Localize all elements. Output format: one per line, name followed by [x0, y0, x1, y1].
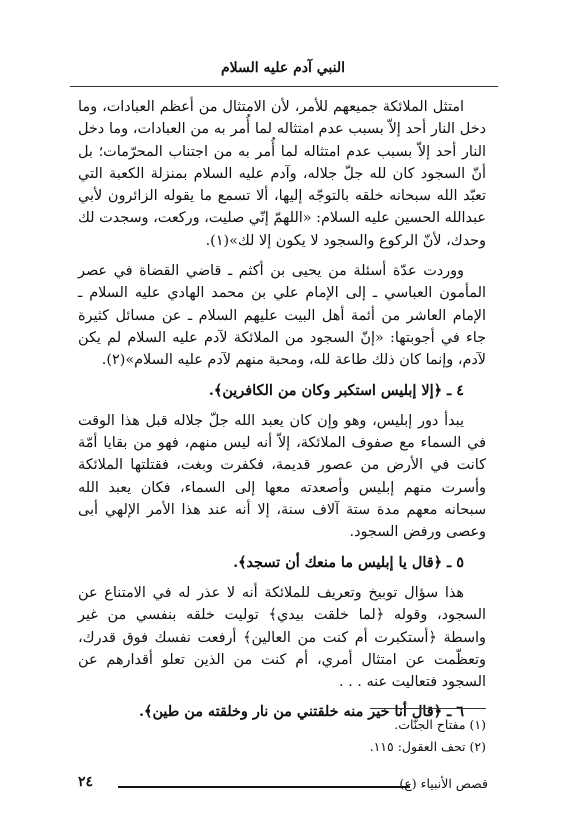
verse-heading-4: ٤ ـ ﴿إلا إبليس استكبر وكان من الكافرين﴾.: [208, 381, 464, 399]
paragraph-2: ووردت عدّة أسئلة من يحيى بن أكثم ـ قاضي القضاة في عصر المأمون العباسي ـ إلى الإمام علي بن محمد الهادي عليه السلام ـ الإمام العاشر من أئمة أهل البيت عليهم السلام ـ عن مسائل كثيرة جاء في أجوبتها: «إنّ السجود من الملائكة لآدم عليه السلام لم يكن لآدم، وإنما كان ذلك طاعة لله، ومحبة منهم لآدم عليه السلام»(٢).: [78, 263, 486, 369]
paragraph-4: هذا سؤال توبيخ وتعريف للملائكة أنه لا عذر له في الامتناع عن السجود، وقوله ﴿لما خلقت بيدي﴾ توليت خلقه بنفسي من غير واسطة ﴿أستكبرت أم كنت من العالين﴾ أرفعت نفسك فوق قدرك، وتعظّمت عن امتثال أمري، أم كنت من الذين تعلو أقدارهم عن السجود فتعاليت عنه . . .: [78, 584, 486, 691]
page-footer: [78, 772, 488, 796]
paragraph-1: امتثل الملائكة جميعهم للأمر، لأن الامتثال من أعظم العبادات، وما دخل النار أحد إلاّ بسبب عدم امتثاله لما أُمر به من العبادات، وما دخل النار أحد إلاّ بسبب عدم امتثاله لما أُمر به من اجتناب المحرّمات؛ بل أنّ السجود كان لله جلّ جلاله، وآدم عليه السلام بمنزلة الكعبة التي تعبّد الله سبحانه خلقه بالتوجّه إليها، ألا تسمع ما يقوله الزائرون لأبي عبدالله الحسين عليه السلام: «اللهمّ إنّي صليت، وركعت، وسجدت لك وحدك، لأنّ الركوع والسجود لا يكون إلا لك»(١).: [78, 99, 486, 249]
verse-heading-6: ٦ ـ ﴿قال أنا خير منه خلقتني من نار وخلقته من طين﴾.: [139, 703, 464, 721]
footnotes: [186, 714, 486, 758]
verse-heading-5: ٥ ـ ﴿قال يا إبليس ما منعك أن تسجد﴾.: [233, 553, 464, 571]
header-rule: [70, 86, 498, 87]
footnote-1: (١) مفتاح الجنّات.: [394, 717, 486, 732]
footnote-rule: [370, 708, 486, 709]
page-number: ٢٤: [78, 774, 94, 790]
main-text: [78, 96, 486, 724]
running-header: النبي آدم عليه السلام: [220, 60, 346, 76]
footnote-2: (٢) تحف العقول: ١١٥.: [369, 739, 486, 754]
footer-book-title: قصص الأنبياء (ع): [399, 776, 488, 791]
footer-rule: [118, 786, 410, 788]
paragraph-3: يبدأ دور إبليس، وهو وإن كان يعبد الله جلّ جلاله قبل هذا الوقت في السماء مع صفوف الملائكة، إلاّ أنه ليس منهم، فهو من بقايا أمّة كانت في الأرض من عصور قديمة، فكفرت وبغت، فقتلتها الملائكة وأسرت منهم إبليس وأصعدته معها إلى السماء، فكان يعبد الله سبحانه معهم مدة ستة آلاف سنة، إلا أنه عند هذا الأمر الإلهي أبى وعصى ورفض السجود.: [78, 412, 486, 541]
